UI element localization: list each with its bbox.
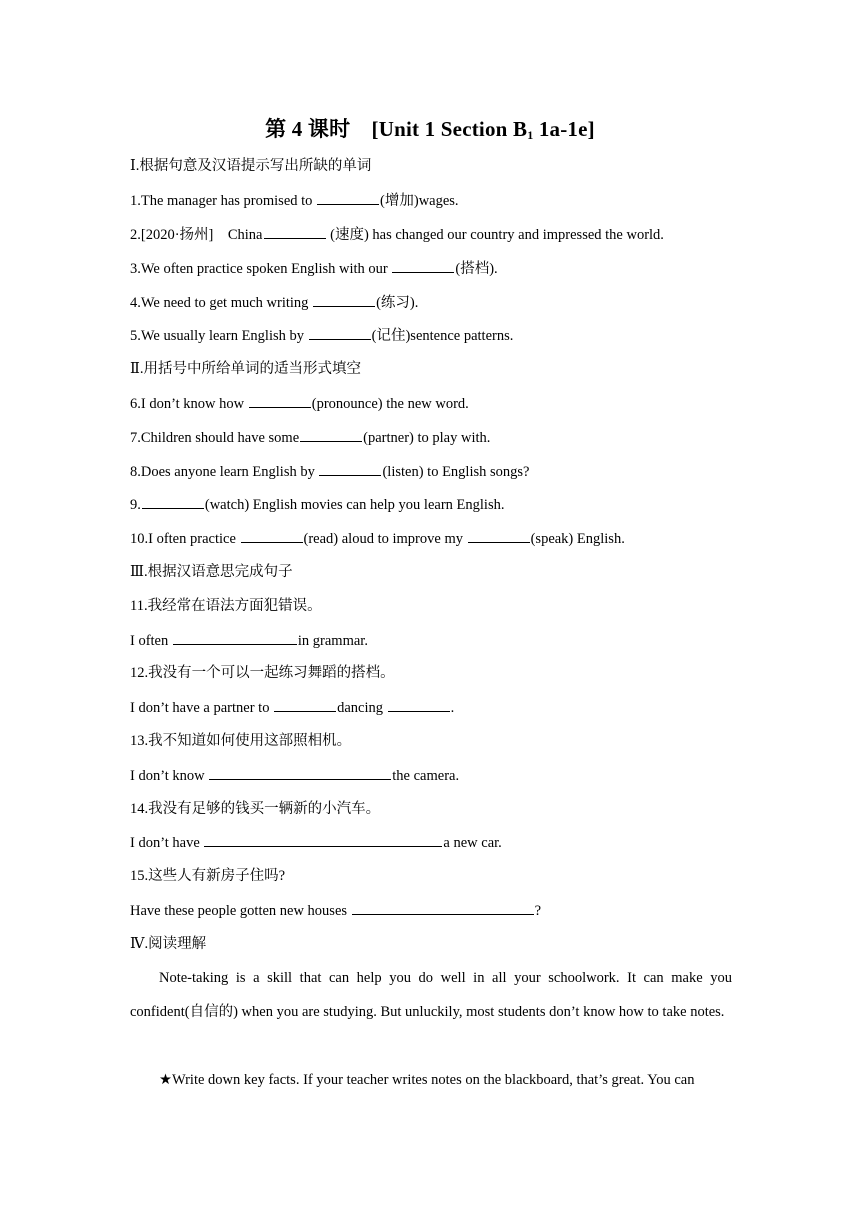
- answer-blank[interactable]: [388, 697, 450, 712]
- answer-blank[interactable]: [209, 765, 391, 780]
- question-11-prompt: 11.我经常在语法方面犯错误。: [130, 598, 322, 614]
- answer-blank[interactable]: [468, 528, 530, 543]
- answer-blank[interactable]: [274, 697, 336, 712]
- question-14-answer: I don’t have a new car.: [130, 832, 502, 853]
- section-heading-2: Ⅱ.用括号中所给单词的适当形式填空: [130, 361, 361, 377]
- question-4: 4.We need to get much writing (练习).: [130, 292, 418, 313]
- reading-paragraph-2: ★Write down key facts. If your teacher writes notes on the blackboard, that’s great. You can: [159, 1072, 695, 1088]
- answer-blank[interactable]: [352, 900, 534, 915]
- title-main: 第 4 课时 [Unit 1 Section B: [265, 117, 528, 141]
- question-15-prompt: 15.这些人有新房子住吗?: [130, 868, 286, 884]
- answer-blank[interactable]: [300, 427, 362, 442]
- question-7: 7.Children should have some (partner) to play with.: [130, 427, 490, 448]
- title-tail: 1a-1e]: [533, 117, 595, 141]
- question-15-answer: Have these people gotten new houses ?: [130, 900, 541, 921]
- question-6: 6.I don’t know how (pronounce) the new word.: [130, 393, 469, 414]
- answer-blank[interactable]: [392, 258, 454, 273]
- answer-blank[interactable]: [173, 630, 297, 645]
- question-13-prompt: 13.我不知道如何使用这部照相机。: [130, 733, 352, 749]
- section-heading-3: Ⅲ.根据汉语意思完成句子: [130, 564, 293, 580]
- reading-paragraph-1: Note-taking is a skill that can help you do well in all your schoolwork. It can make you confident(自信的) when you are studying. But unluckily, most students don’t know how to take notes.: [130, 970, 732, 1020]
- question-13-answer: I don’t know the camera.: [130, 765, 459, 786]
- answer-blank[interactable]: [249, 393, 311, 408]
- question-11-answer: I often in grammar.: [130, 630, 368, 651]
- question-10: 10.I often practice (read) aloud to improve my (speak) English.: [130, 528, 625, 549]
- question-3: 3.We often practice spoken English with our (搭档).: [130, 258, 498, 279]
- answer-blank[interactable]: [317, 190, 379, 205]
- question-1: 1.The manager has promised to (增加)wages.: [130, 190, 459, 211]
- section-heading-1: Ⅰ.根据句意及汉语提示写出所缺的单词: [130, 158, 372, 174]
- question-2: 2.[2020·扬州] China (速度) has changed our country and impressed the world.: [130, 224, 664, 245]
- answer-blank[interactable]: [142, 494, 204, 509]
- page-title: [0, 113, 860, 143]
- question-5: 5.We usually learn English by (记住)sentence patterns.: [130, 325, 513, 346]
- answer-blank[interactable]: [319, 461, 381, 476]
- section-heading-4: Ⅳ.阅读理解: [130, 936, 207, 952]
- question-9: 9. (watch) English movies can help you learn English.: [130, 494, 504, 515]
- answer-blank[interactable]: [264, 224, 326, 239]
- question-12-answer: I don’t have a partner to dancing .: [130, 697, 454, 718]
- answer-blank[interactable]: [313, 292, 375, 307]
- question-14-prompt: 14.我没有足够的钱买一辆新的小汽车。: [130, 801, 381, 817]
- question-12-prompt: 12.我没有一个可以一起练习舞蹈的搭档。: [130, 665, 395, 681]
- answer-blank[interactable]: [309, 325, 371, 340]
- question-8: 8.Does anyone learn English by (listen) to English songs?: [130, 461, 529, 482]
- title-subscript: 1: [527, 128, 534, 142]
- answer-blank[interactable]: [204, 832, 442, 847]
- answer-blank[interactable]: [241, 528, 303, 543]
